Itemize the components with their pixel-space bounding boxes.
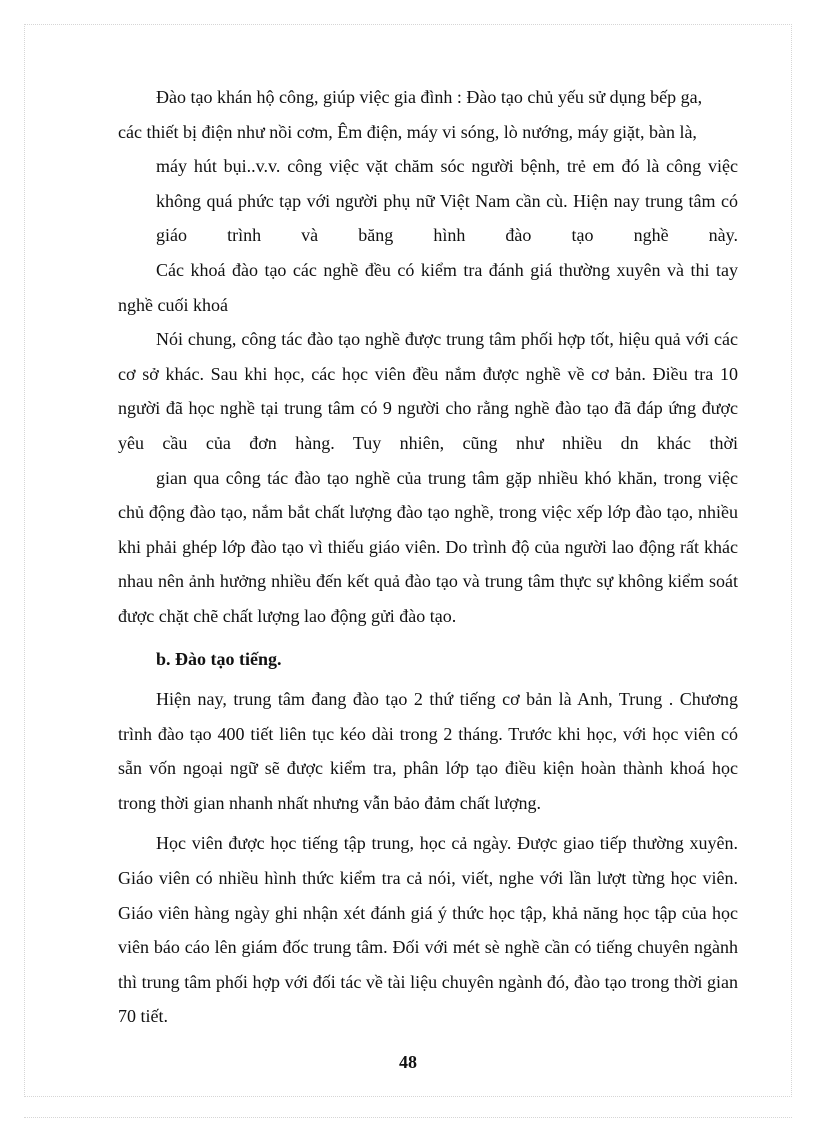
document-page: [118, 80, 738, 1034]
paragraph-housekeeping-line2: các thiết bị điện như nồi cơm, Êm điện, máy vi sóng, lò nướng, máy giặt, bàn là,: [118, 121, 697, 142]
paragraph-housekeeping-line1: Đào tạo khán hộ công, giúp việc gia đình : Đào tạo chủ yếu sử dụng bếp ga,: [156, 87, 703, 107]
page-number: 48: [399, 1052, 417, 1072]
paragraph-cooperation-cont: gian qua công tác đào tạo nghề của trung tâm gặp nhiều khó khăn, trong việc chủ động đào tạo, nắm bắt chất lượng đào tạo nghề, trong việc xếp lớp đào tạo, nhiều khi phải ghép lớp đào tạo vì thiếu giáo viên. Do trình độ của người lao động rất khác nhau nên ảnh hưởng nhiều đến kết quả đào tạo và trung tâm thực sự không kiểm soát được chặt chẽ chất lượng lao động gửi đào tạo.: [118, 467, 738, 626]
section-heading-language-training: b. Đào tạo tiếng.: [156, 648, 282, 669]
paragraph-language-students: Học viên được học tiếng tập trung, học cả ngày. Được giao tiếp thường xuyên. Giáo viên có nhiều hình thức kiểm tra cả nói, viết, nghe với lần lượt từng học viên. Giáo viên hàng ngày ghi nhận xét đánh giá ý thức học tập, khả năng học tập của học viên báo cáo lên giám đốc trung tâm. Đối với mét sè nghề cần có tiếng chuyên ngành thì trung tâm phối hợp với đối tác về tài liệu chuyên ngành đó, đào tạo trong thời gian 70 tiết.: [118, 833, 738, 1027]
bottom-divider: [24, 1117, 792, 1118]
paragraph-cooperation: Nói chung, công tác đào tạo nghề được trung tâm phối hợp tốt, hiệu quả với các cơ sở khác. Sau khi học, các học viên đều nắm được nghề về cơ bản. Điều tra 10 người đã học nghề tại trung tâm có 9 người cho rằng nghề đào tạo đã đáp ứng được yêu cầu của đơn hàng. Tuy nhiên, cũng như nhiều dn khác thời: [118, 329, 738, 453]
paragraph-language-programs: Hiện nay, trung tâm đang đào tạo 2 thứ tiếng cơ bản là Anh, Trung . Chương trình đào tạo 400 tiết liên tục kéo dài trong 2 tháng. Trước khi học, với học viên có sẵn vốn ngoại ngữ sẽ được kiểm tra, phân lớp tạo điều kiện hoàn thành khoá học trong thời gian nhanh nhất nhưng vẫn bảo đảm chất lượng.: [118, 689, 738, 813]
paragraph-assessment: Các khoá đào tạo các nghề đều có kiểm tra đánh giá thường xuyên và thi tay nghề cuối khoá: [118, 259, 738, 315]
paragraph-housekeeping-cont: máy hút bụi..v.v. công việc vặt chăm sóc người bệnh, trẻ em đó là công việc không quá phức tạp với người phụ nữ Việt Nam cần cù. Hiện nay trung tâm có giáo trình và băng hình đào tạo nghề này.: [156, 156, 738, 246]
